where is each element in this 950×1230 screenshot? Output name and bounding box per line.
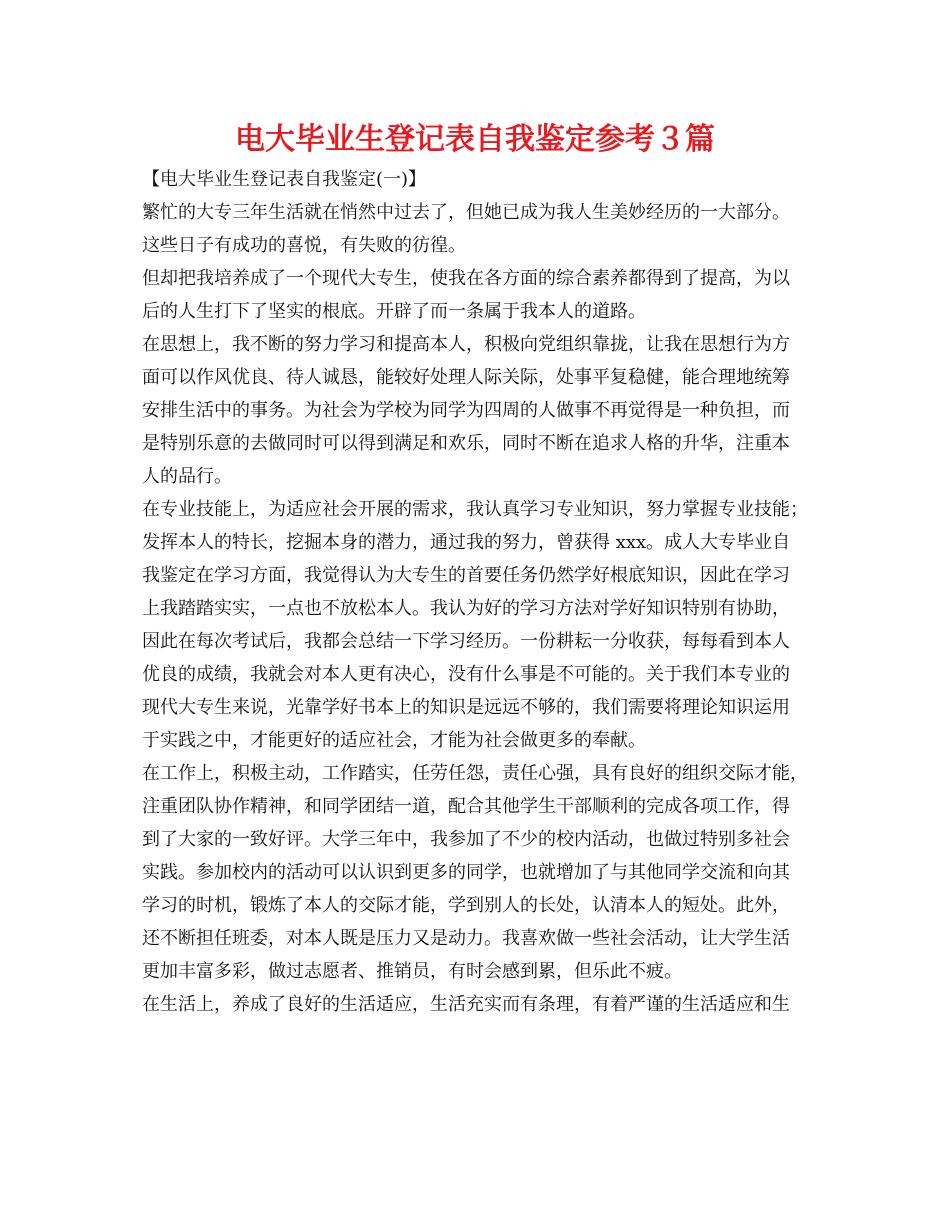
paragraph-line: 还不断担任班委，对本人既是压力又是动力。我喜欢做一些社会活动，让大学生活 xyxy=(142,928,790,949)
paragraph-line: 但却把我培养成了一个现代大专生，使我在各方面的综合素养都得到了提高，为以 xyxy=(142,268,790,289)
paragraph-line: 于实践之中，才能更好的适应社会，才能为社会做更多的奉献。 xyxy=(142,730,646,751)
paragraph-line: 学习的时机，锻炼了本人的交际才能，学到别人的长处，认清本人的短处。此外， xyxy=(142,895,790,916)
paragraph-line: 在专业技能上，为适应社会开展的需求，我认真学习专业知识，努力掌握专业技能； xyxy=(142,499,808,520)
paragraph-line: 在工作上，积极主动，工作踏实，任劳任怨，责任心强，具有良好的组织交际才能， xyxy=(142,763,808,784)
paragraph-line: 现代大专生来说，光靠学好书本上的知识是远远不够的，我们需要将理论知识运用 xyxy=(142,697,790,718)
paragraph-line: 安排生活中的事务。为社会为学校为同学为四周的人做事不再觉得是一种负担，而 xyxy=(142,400,790,421)
paragraph-line: 因此在每次考试后，我都会总结一下学习经历。一份耕耘一分收获，每每看到本人 xyxy=(142,631,790,652)
paragraph-line: 在思想上，我不断的努力学习和提高本人，积极向党组织靠拢，让我在思想行为方 xyxy=(142,334,790,355)
paragraph-line: 在生活上，养成了良好的生活适应，生活充实而有条理，有着严谨的生活适应和生 xyxy=(142,994,790,1015)
paragraph-line: 到了大家的一致好评。大学三年中，我参加了不少的校内活动，也做过特别多社会 xyxy=(142,829,790,850)
paragraph-line: 后的人生打下了坚实的根底。开辟了而一条属于我本人的道路。 xyxy=(142,301,646,322)
paragraph-line: 人的品行。 xyxy=(142,466,232,487)
paragraph-line: 优良的成绩，我就会对本人更有决心，没有什么事是不可能的。关于我们本专业的 xyxy=(142,664,790,685)
page-title: 电大毕业生登记表自我鉴定参考３篇 xyxy=(235,122,715,157)
document-body xyxy=(142,164,822,1021)
paragraph-line: 面可以作风优良、待人诚恳，能较好处理人际关际，处事平复稳健，能合理地统筹 xyxy=(142,367,790,388)
paragraph-line: 上我踏踏实实，一点也不放松本人。我认为好的学习方法对学好知识特别有协助， xyxy=(142,598,790,619)
section-heading: 【电大毕业生登记表自我鉴定(一)】 xyxy=(142,169,427,190)
paragraph-line: 是特别乐意的去做同时可以得到满足和欢乐，同时不断在追求人格的升华，注重本 xyxy=(142,433,790,454)
paragraph-line: 更加丰富多彩，做过志愿者、推销员，有时会感到累，但乐此不疲。 xyxy=(142,961,682,982)
paragraph-line: 实践。参加校内的活动可以认识到更多的同学，也就增加了与其他同学交流和向其 xyxy=(142,862,790,883)
paragraph-line: 发挥本人的特长，挖掘本身的潜力，通过我的努力，曾获得 xxx。成人大专毕业自 xyxy=(142,532,791,553)
paragraph-line: 我鉴定在学习方面，我觉得认为大专生的首要任务仍然学好根底知识，因此在学习 xyxy=(142,565,790,586)
paragraph-line: 这些日子有成功的喜悦，有失败的彷徨。 xyxy=(142,235,466,256)
paragraph-line: 繁忙的大专三年生活就在悄然中过去了，但她已成为我人生美妙经历的一大部分。 xyxy=(142,202,790,223)
paragraph-line: 注重团队协作精神，和同学团结一道，配合其他学生干部顺利的完成各项工作，得 xyxy=(142,796,790,817)
